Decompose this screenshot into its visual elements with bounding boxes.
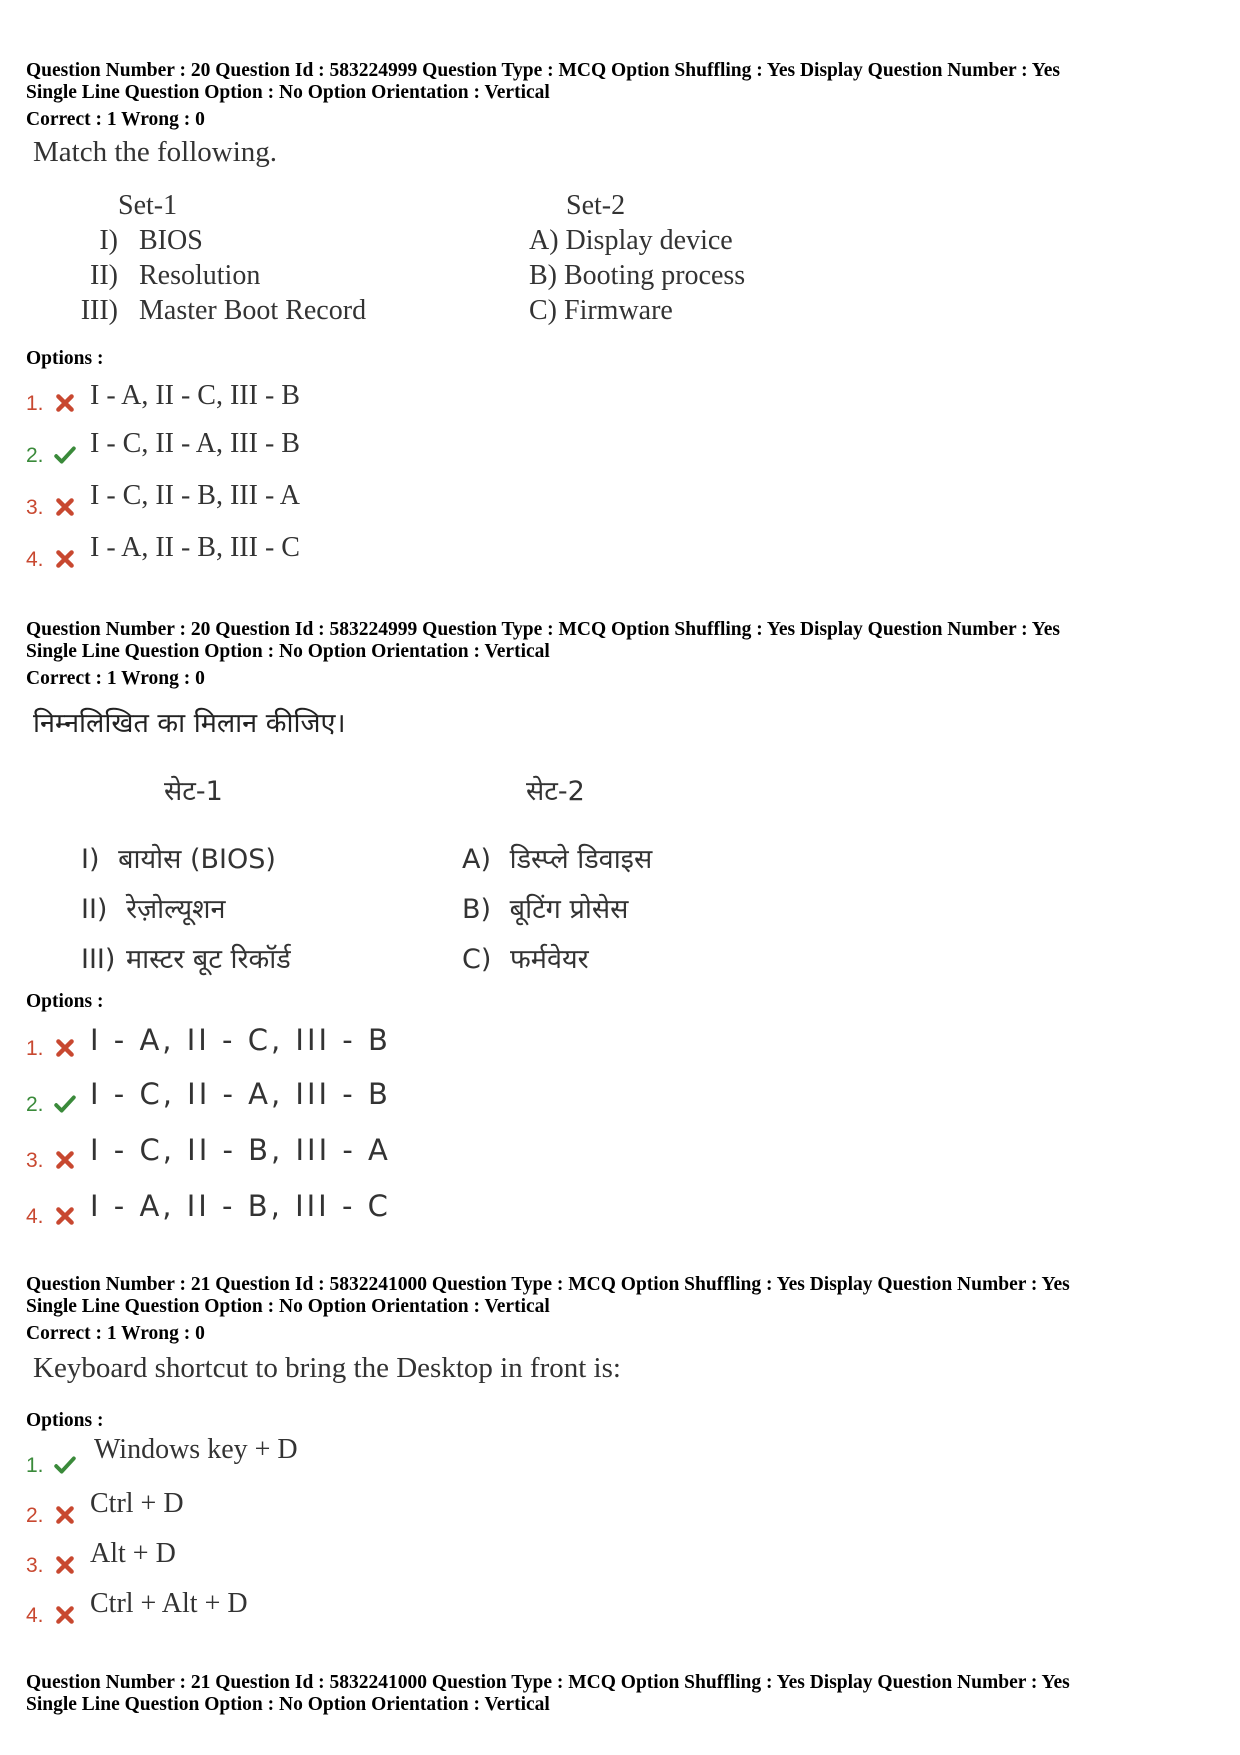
question-stem: Match the following. <box>33 136 278 168</box>
cross-icon <box>54 392 76 414</box>
option-number: 2. <box>26 444 44 467</box>
option-number: 1. <box>26 1454 44 1477</box>
cross-icon <box>54 496 76 518</box>
set2-item-num: A) <box>529 225 559 256</box>
meta-line-3: Correct : 1 Wrong : 0 <box>26 668 205 689</box>
check-icon <box>54 1093 76 1115</box>
options-label: Options : <box>26 991 104 1012</box>
meta-line-2: Single Line Question Option : No Option Orientation : Vertical <box>26 81 550 103</box>
meta-line-1: Question Number : 21 Question Id : 5832241000 Question Type : MCQ Option Shuffling : Yes Display Question Number : Yes <box>26 1274 1070 1295</box>
set1-item-text: रेज़ोल्यूशन <box>126 894 226 925</box>
option-text: I - C, II - A, III - B <box>90 428 300 459</box>
cross-icon <box>54 1504 76 1526</box>
set1-item <box>81 839 276 876</box>
cross-icon <box>54 548 76 570</box>
meta-line-3: Correct : 1 Wrong : 0 <box>26 1323 205 1344</box>
set2-item-text: फर्मवेयर <box>509 944 589 975</box>
set2-title: Set-2 <box>566 190 626 221</box>
set1-title: सेट-1 <box>164 776 223 807</box>
set2-item <box>462 889 628 926</box>
question-meta <box>26 619 1216 690</box>
option-number: 4. <box>26 1604 44 1627</box>
set1-item-text: Master Boot Record <box>139 295 367 326</box>
option-1[interactable] <box>26 1434 726 1482</box>
meta-line-1: Question Number : 20 Question Id : 583224999 Question Type : MCQ Option Shuffling : Yes Display Question Number : Yes <box>26 60 1060 81</box>
set2-item-num: B) <box>529 260 557 291</box>
set1-item-num: II) <box>81 894 108 925</box>
option-4[interactable] <box>26 528 726 576</box>
set1-item-text: बायोस (BIOS) <box>118 844 276 875</box>
set2-item-num: B) <box>462 894 492 925</box>
options-label: Options : <box>26 1410 104 1431</box>
option-number: 2. <box>26 1504 44 1527</box>
option-text: I - A, II - C, III - B <box>90 1023 391 1057</box>
set2-title: सेट-2 <box>526 776 585 807</box>
question-stem: निम्नलिखित का मिलान कीजिए। <box>33 708 346 739</box>
option-number: 4. <box>26 548 44 571</box>
option-number: 1. <box>26 1037 44 1060</box>
option-4[interactable] <box>26 1185 726 1233</box>
question-stem: Keyboard shortcut to bring the Desktop in front is: <box>33 1352 621 1384</box>
set2-item <box>462 839 652 876</box>
set1-item-num: I) <box>99 225 118 256</box>
set2-item-text: Display device <box>565 225 733 256</box>
option-text: I - C, II - B, III - A <box>90 1133 391 1167</box>
option-3[interactable] <box>26 476 726 524</box>
set1-item-num: II) <box>90 260 118 291</box>
set2-item-text: बूटिंग प्रोसेस <box>509 894 629 925</box>
option-2[interactable] <box>26 1484 726 1532</box>
option-1[interactable] <box>26 372 726 420</box>
set1-item <box>81 939 291 976</box>
set1-item <box>81 889 225 926</box>
cross-icon <box>54 1205 76 1227</box>
option-text: Windows key + D <box>94 1434 298 1465</box>
set2-item-num: A) <box>462 844 492 875</box>
meta-line-3: Correct : 1 Wrong : 0 <box>26 109 205 130</box>
cross-icon <box>54 1037 76 1059</box>
option-number: 3. <box>26 496 44 519</box>
set2-item <box>529 260 745 292</box>
option-number: 3. <box>26 1554 44 1577</box>
option-number: 1. <box>26 392 44 415</box>
option-text: I - A, II - B, III - C <box>90 1189 391 1223</box>
question-block-4 <box>26 1672 1216 1722</box>
option-text: I - C, II - B, III - A <box>90 480 300 511</box>
meta-line-1: Question Number : 20 Question Id : 583224999 Question Type : MCQ Option Shuffling : Yes Display Question Number : Yes <box>26 619 1060 640</box>
set2-item-num: C) <box>462 944 492 975</box>
set2-item-text: डिस्प्ले डिवाइस <box>509 844 653 875</box>
set2-item <box>529 225 733 257</box>
set1-item <box>62 225 203 257</box>
check-icon <box>54 1454 76 1476</box>
option-number: 2. <box>26 1093 44 1116</box>
meta-line-2: Single Line Question Option : No Option Orientation : Vertical <box>26 1693 550 1715</box>
question-meta <box>26 1274 1216 1345</box>
set1-item <box>62 295 366 327</box>
set1-item <box>62 260 260 292</box>
option-1[interactable] <box>26 1017 726 1065</box>
option-text: Alt + D <box>90 1538 176 1569</box>
set2-item-num: C) <box>529 295 557 326</box>
option-4[interactable] <box>26 1584 726 1632</box>
option-number: 4. <box>26 1205 44 1228</box>
cross-icon <box>54 1554 76 1576</box>
meta-line-2: Single Line Question Option : No Option Orientation : Vertical <box>26 1295 550 1317</box>
option-number: 3. <box>26 1149 44 1172</box>
option-text: Ctrl + D <box>90 1488 184 1519</box>
set1-item-num: I) <box>81 844 100 875</box>
set1-item-num: III) <box>80 295 118 326</box>
set1-item-text: मास्टर बूट रिकॉर्ड <box>126 944 291 975</box>
cross-icon <box>54 1149 76 1171</box>
option-3[interactable] <box>26 1129 726 1177</box>
option-3[interactable] <box>26 1534 726 1582</box>
cross-icon <box>54 1604 76 1626</box>
set2-item <box>462 939 589 976</box>
question-block-3 <box>26 1274 1216 1634</box>
check-icon <box>54 444 76 466</box>
question-meta <box>26 1672 1216 1715</box>
option-text: Ctrl + Alt + D <box>90 1588 248 1619</box>
options-label: Options : <box>26 348 104 369</box>
question-block-1 <box>26 60 1216 580</box>
set2-item-text: Firmware <box>564 295 673 326</box>
set2-item-text: Booting process <box>564 260 746 291</box>
set1-item-num: III) <box>81 944 116 975</box>
set2-item <box>529 295 673 327</box>
option-2[interactable] <box>26 1073 726 1121</box>
question-block-2 <box>26 619 1216 1239</box>
set1-item-text: Resolution <box>139 260 261 291</box>
option-text: I - C, II - A, III - B <box>90 1077 391 1111</box>
option-text: I - A, II - C, III - B <box>90 380 300 411</box>
set1-title: Set-1 <box>118 190 178 221</box>
meta-line-1: Question Number : 21 Question Id : 5832241000 Question Type : MCQ Option Shuffling : Yes Display Question Number : Yes <box>26 1672 1070 1693</box>
set1-item-text: BIOS <box>139 225 203 256</box>
option-text: I - A, II - B, III - C <box>90 532 300 563</box>
meta-line-2: Single Line Question Option : No Option Orientation : Vertical <box>26 640 550 662</box>
question-meta <box>26 60 1216 131</box>
option-2[interactable] <box>26 424 726 472</box>
